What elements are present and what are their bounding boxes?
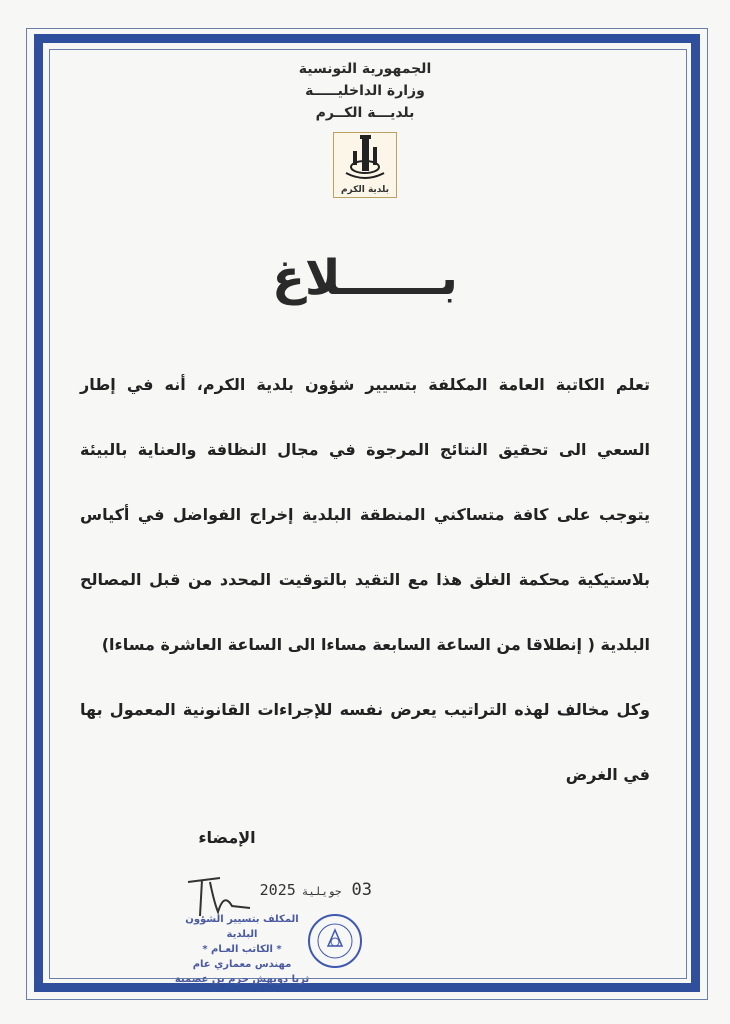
letterhead-municipality: بلديـــة الكــرم [315,105,415,121]
announcement-body [80,352,650,807]
stamp-line-role: المكلف بتسيير الشؤون البلدية [185,914,299,940]
document-title: بــــــلاغ [272,250,458,306]
announcement-paragraph: تعلم الكاتبة العامة المكلفة بتسيير شؤون بلدية الكرم، أنه في إطار السعي الى تحقيق النتائج المرجوة في مجال النظافة والعناية بالبيئة يتوجب على كافة متساكني المنطقة البلدية إخراج الفواضل في أكياس بلاستيكية محكمة الغلق هذا مع التقيد بالتوقيت المحدد من قبل المصالح البلدية ( إنطلاقا من الساعة السابعة مساءا الى الساعة العاشرة مساءا) [80,375,650,654]
date-month: جويلية [301,885,342,898]
stamp-line-title: * الكاتب العـام * [202,944,282,955]
date-year: 2025 [259,881,296,899]
date-day: 03 [351,880,372,900]
letterhead [260,58,470,124]
stamp-line-profession: مهندس معماري عام [192,959,292,970]
date-stamp [259,880,372,900]
municipality-logo [333,132,397,198]
signature-label: الإمضاء [198,828,256,847]
letterhead-ministry: وزارة الداخليـــــة [305,83,425,99]
tower-icon [334,133,396,183]
round-seal-icon [306,912,364,970]
logo-caption: بلدية الكرم [340,185,390,195]
letterhead-country: الجمهورية التونسية [298,61,432,77]
announcement-closing: وكل مخالف لهذه التراتيب يعرض نفسه للإجراءات القانونية المعمول بها في الغرض [80,700,650,784]
official-stamp-text [172,912,312,987]
stamp-line-name: ثريا دويهش حرم بن عصمية [174,974,310,985]
